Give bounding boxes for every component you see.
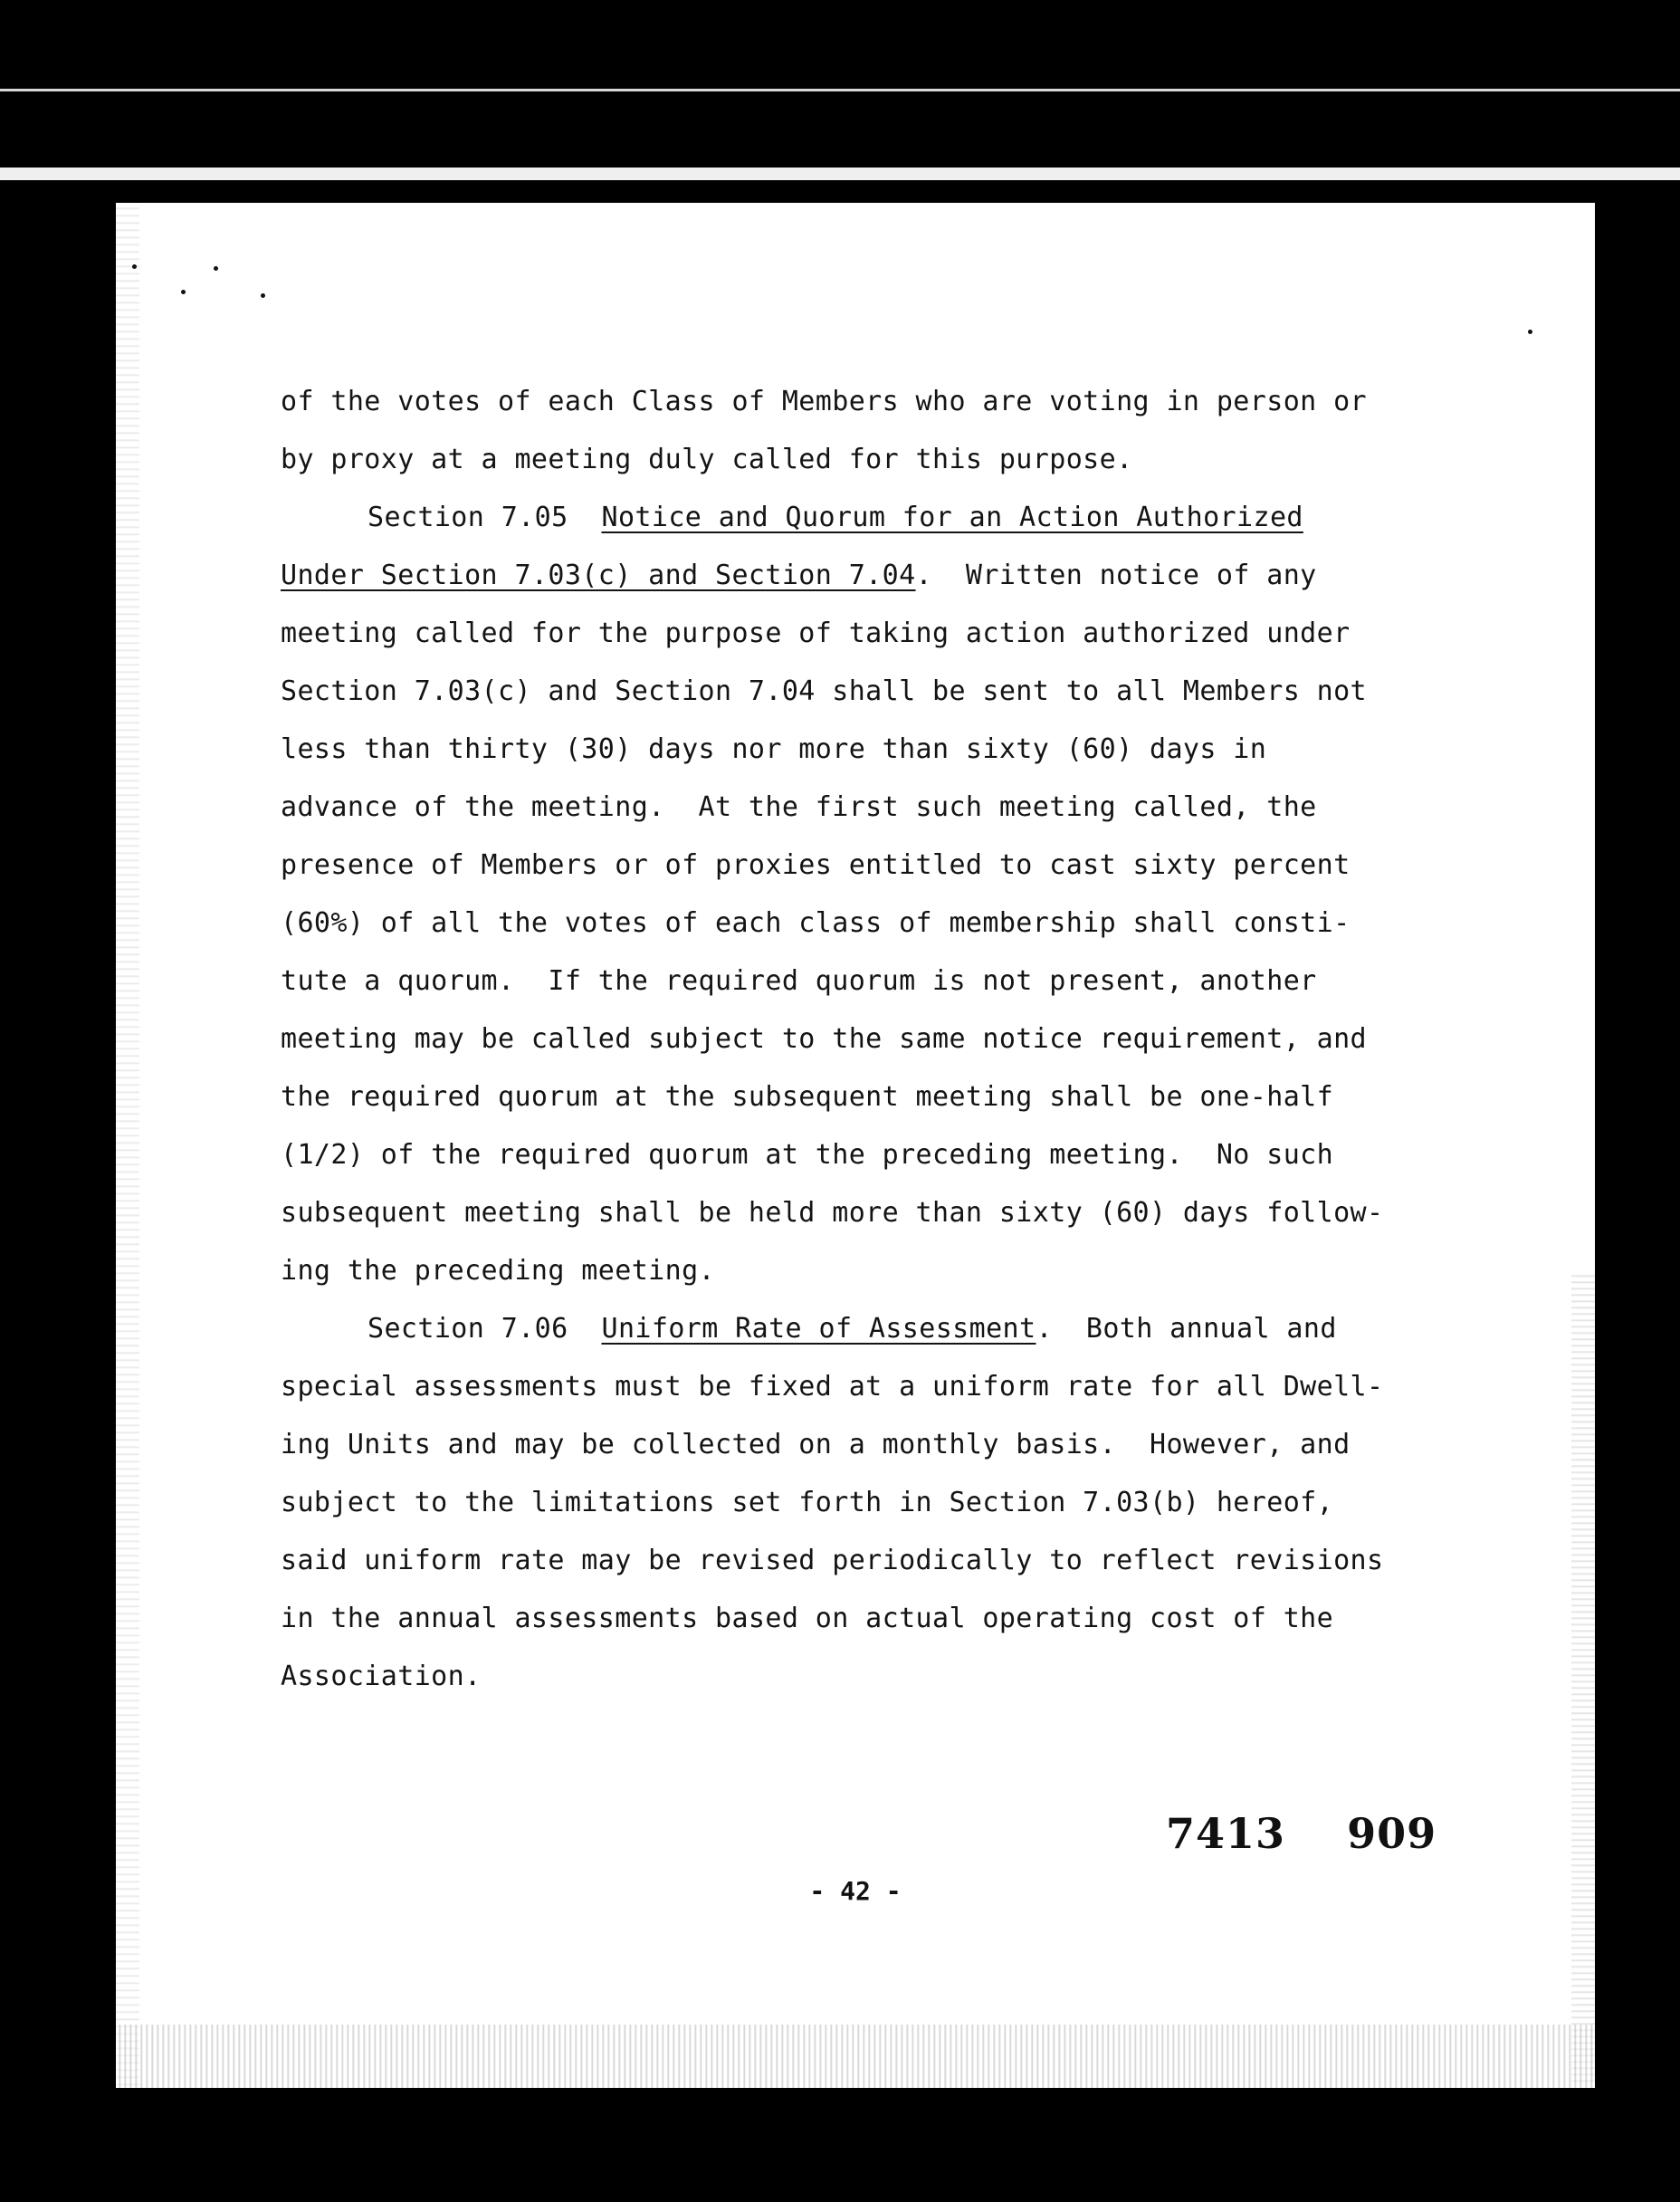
section-heading-continued: Under Section 7.03(c) and Section 7.04 [281, 560, 916, 591]
document-body [281, 373, 1566, 1706]
text-line: special assessments must be fixed at a uniform rate for all Dwell- [281, 1371, 1384, 1403]
text-line: less than thirty (30) days nor more than sixty (60) days in [281, 733, 1267, 765]
section-heading: Uniform Rate of Assessment [601, 1313, 1036, 1345]
recording-stamp [1166, 1809, 1437, 1858]
text-line: in the annual assessments based on actual operating cost of the [281, 1603, 1334, 1634]
scan-speck [132, 264, 137, 269]
stamp-page-number: 909 [1347, 1809, 1437, 1858]
scan-speck [214, 266, 218, 271]
text-fragment: . Written notice of any [915, 560, 1317, 591]
section-7-06-heading-line [281, 1300, 1566, 1358]
text-line: Association. [281, 1661, 482, 1692]
text-line: meeting called for the purpose of taking action authorized under [281, 618, 1351, 649]
text-line: subject to the limitations set forth in Section 7.03(b) hereof, [281, 1487, 1334, 1518]
scan-noise-left [116, 203, 139, 2088]
scan-edge-band [0, 168, 1680, 180]
section-label: Section 7.06 [368, 1313, 568, 1345]
scan-noise-right [1571, 1271, 1595, 2086]
text-line: of the votes of each Class of Members who are voting in person or [281, 386, 1367, 417]
scan-noise-bottom [116, 2025, 1595, 2088]
section-heading: Notice and Quorum for an Action Authorized [601, 502, 1303, 533]
text-line: ing Units and may be collected on a monthly basis. However, and [281, 1429, 1351, 1460]
text-line: by proxy at a meeting duly called for this purpose. [281, 444, 1133, 475]
section-7-05-heading-line-2 [281, 547, 1566, 605]
text-line: ing the preceding meeting. [281, 1255, 715, 1287]
text-fragment: . Both annual and [1036, 1313, 1337, 1345]
text-line: meeting may be called subject to the same notice requirement, and [281, 1023, 1367, 1055]
page-number: - 42 - [809, 1876, 902, 1906]
text-line: Section 7.03(c) and Section 7.04 shall be sent to all Members not [281, 675, 1367, 707]
text-line: advance of the meeting. At the first such meeting called, the [281, 791, 1317, 823]
text-line: said uniform rate may be revised periodically to reflect revisions [281, 1545, 1384, 1576]
scan-edge-line [0, 89, 1680, 91]
text-line: the required quorum at the subsequent meeting shall be one-half [281, 1081, 1334, 1113]
text-line: subsequent meeting shall be held more than sixty (60) days follow- [281, 1197, 1384, 1229]
text-line: tute a quorum. If the required quorum is not present, another [281, 965, 1317, 997]
scan-speck [1528, 330, 1532, 334]
scan-speck [261, 293, 265, 298]
section-label: Section 7.05 [368, 502, 568, 533]
text-line: (60%) of all the votes of each class of membership shall consti- [281, 907, 1351, 939]
scan-speck [181, 290, 186, 294]
stamp-book-number: 7413 [1166, 1809, 1286, 1858]
document-sheet [116, 203, 1595, 2088]
text-line: (1/2) of the required quorum at the preceding meeting. No such [281, 1139, 1334, 1171]
text-line: presence of Members or of proxies entitled to cast sixty percent [281, 849, 1351, 881]
section-7-05-heading-line [281, 489, 1566, 547]
